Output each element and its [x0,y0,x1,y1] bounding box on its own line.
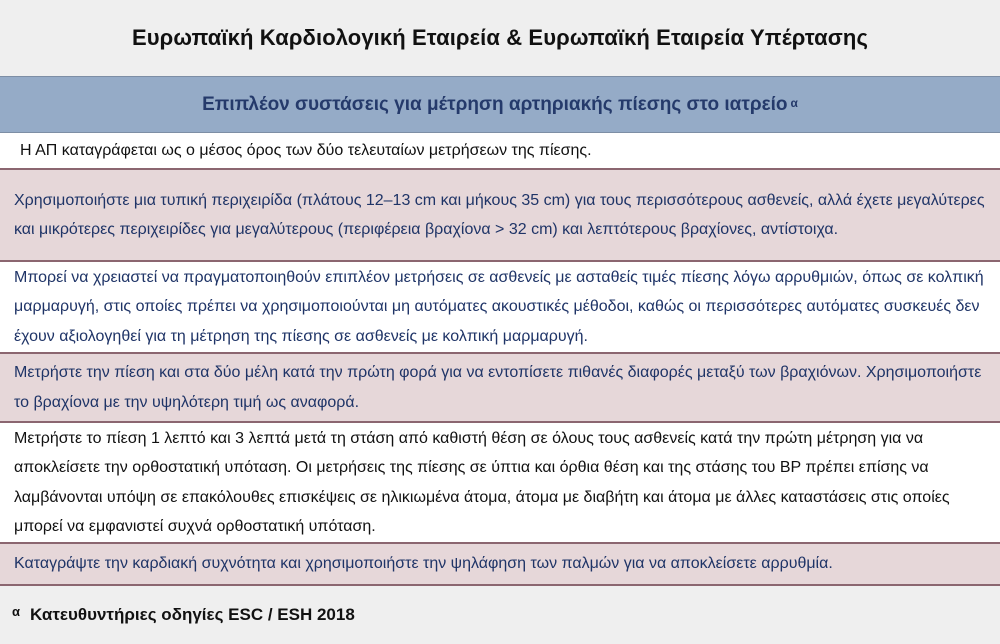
section-heading-superscript: α [790,95,798,110]
recommendation-text: Καταγράψτε την καρδιακή συχνότητα και χρησιμοποιήστε την ψηλάφηση των παλμών για να αποκλείσετε αρρυθμία. [14,555,833,573]
recommendation-row-2 [0,170,1000,262]
recommendation-row-1 [0,133,1000,170]
recommendation-row-4 [0,354,1000,423]
recommendation-text: Χρησιμοποιήστε μια τυπική περιχειρίδα (πλάτους 12–13 cm και μήκους 35 cm) για τους περισσότερους ασθενείς, αλλά έχετε μεγαλύτερες και μικρότερες περιχειρίδες για μεγαλύτερους (περιφέρεια βραχίονα > 32 cm) και λεπτότερους βραχίονες, αντίστοιχα. [14,191,985,238]
recommendation-row-5 [0,423,1000,544]
recommendation-row-6 [0,544,1000,586]
footnote [0,586,1000,644]
page-title: Ευρωπαϊκή Καρδιολογική Εταιρεία & Ευρωπαϊκή Εταιρεία Υπέρτασης [131,25,868,50]
recommendation-row-3 [0,262,1000,354]
section-heading-text: Επιπλέον συστάσεις για μέτρηση αρτηριακής πίεσης στο ιατρείο [202,93,788,115]
recommendation-text: Η ΑΠ καταγράφεται ως ο μέσος όρος των δύο τελευταίων μετρήσεων της πίεσης. [20,141,592,159]
recommendation-text: Μετρήστε το πίεση 1 λεπτό και 3 λεπτά μετά τη στάση από καθιστή θέση σε όλους τους ασθενείς κατά την πρώτη μέτρηση για να αποκλείσετε την ορθοστατική υπόταση. Οι μετρήσεις της πίεσης σε ύπτια και όρθια θέση και της στάσης του BP πρέπει επίσης να λαμβάνονται υπόψη σε επακόλουθες επισκέψεις σε ηλικιωμένα άτομα, άτομα με διαβήτη και άτομα με άλλες καταστάσεις στις οποίες μπορεί να εμφανιστεί συχνά ορθοστατική υπόταση. [14,429,950,535]
section-heading [0,76,1000,133]
footnote-marker: α [12,603,20,619]
footnote-text: Κατευθυντήριες οδηγίες ESC / ESH 2018 [30,605,355,624]
recommendation-text: Μετρήστε την πίεση και στα δύο μέλη κατά την πρώτη φορά για να εντοπίσετε πιθανές διαφορές μεταξύ των βραχιόνων. Χρησιμοποιήστε το βραχίονα με την υψηλότερη τιμή ως αναφορά. [14,364,982,411]
recommendation-text: Μπορεί να χρειαστεί να πραγματοποιηθούν επιπλέον μετρήσεις σε ασθενείς με ασταθείς τιμές πίεσης λόγω αρρυθμιών, όπως σε κολπική μαρμαρυγή, στις οποίες πρέπει να χρησιμοποιούνται μη αυτόματες ακουστικές μέθοδοι, καθώς οι περισσότερες αυτόματες συσκευές δεν έχουν αξιολογηθεί για τη μέτρηση της πίεσης σε ασθενείς με κολπική μαρμαρυγή. [14,268,984,345]
